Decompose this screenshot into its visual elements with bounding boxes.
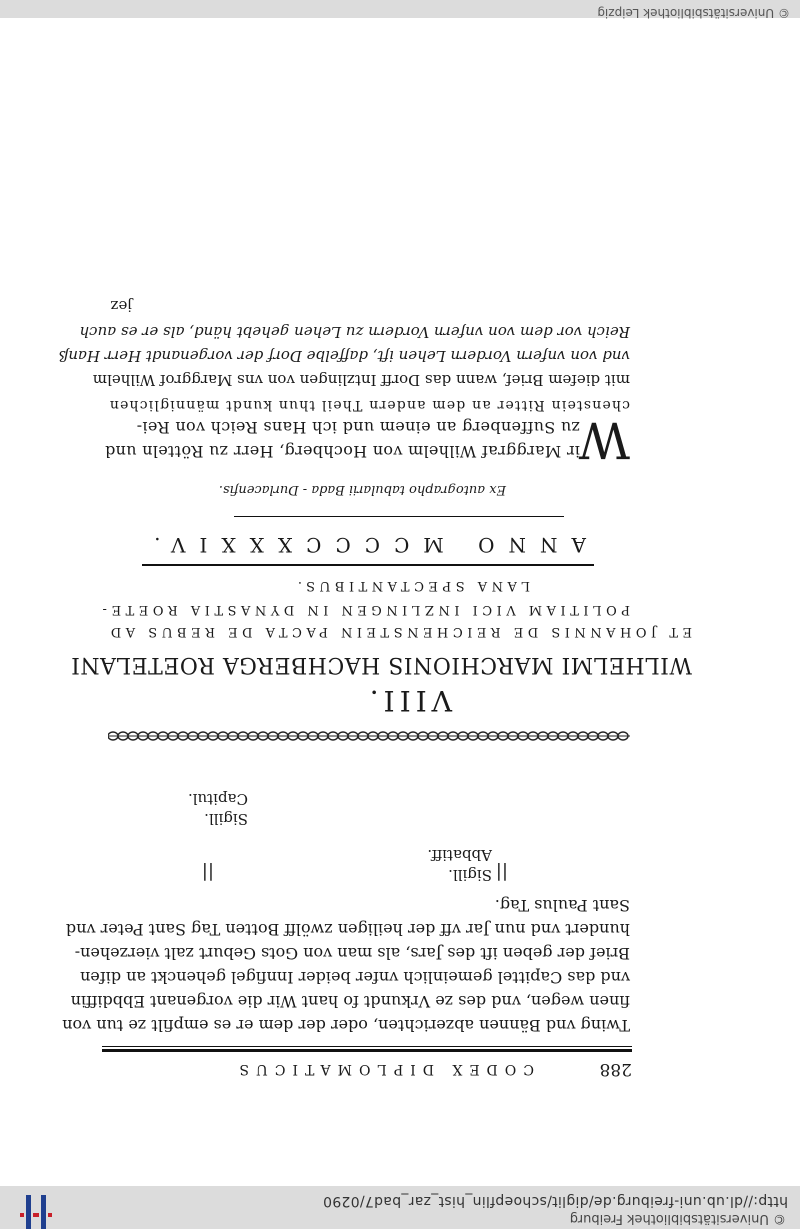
document-number: VIII. xyxy=(364,684,452,717)
heading-line-2: ET JOHANNIS DE REICHENSTEIN PACTA DE REBUS AD xyxy=(106,624,692,639)
heading-line-4: LANA SPECTANTIBUS. xyxy=(293,578,530,593)
body-line-2: zu Suffenberg an einem und ich Hans Reich von Rei- xyxy=(136,418,580,437)
page-url[interactable]: http://dl.ub.uni-freiburg.de/diglit/schoepflin_hist_zar_bad7/0290 xyxy=(322,1193,788,1209)
seal-label-abbess: Sigill. Abbatiff. xyxy=(427,846,492,884)
seal-label-chapter: Sigill. Capitul. xyxy=(187,790,248,828)
source-note: Ex autographo tabularii Bada - Durlacenfis. xyxy=(218,482,506,497)
footer-credit: © Universitätsbibliothek Leipzig xyxy=(597,6,790,20)
body-line-3: chenstein Ritter an dem andern Theil thun kundt männiglichen xyxy=(108,397,630,413)
header-rule-thin xyxy=(102,1046,632,1047)
body-line-6: Reich vor dem von vnfern Vordern zu Lehen gehebt händ, als er es auch xyxy=(79,323,630,341)
heading-line-3: POLITIAM VICI INZLINGEN IN DYNASTIA ROETE- xyxy=(98,602,630,617)
body-line-1: ir Marggraf Wilhelm von Hochberg, Herr zu Rötteln und xyxy=(104,442,580,461)
catchword: jez xyxy=(110,297,132,315)
page-number: 288 xyxy=(599,1059,632,1079)
running-head: CODEX DIPLOMATICUS xyxy=(232,1061,534,1077)
year-rule-bottom xyxy=(234,516,564,517)
rotated-page-view: © Universitätsbibliothek Freiburg http://dl.ub.uni-freiburg.de/diglit/schoepflin_hist_zar_bad7/0290 288 CODEX DIPLOMATICUS Twing vnd Bännen abzerichten, oder der dem er es empfilt ze tun von finen wegen, vnd des ze Vrkundt fo hant Wir die vorgenant Ebbdiffin vnd das Capittel gemeinlich vnfer beider Innfigel gehenckt an difen Brief der geben ift des Jars, als man von Gots Geburt zalt vierzehen- hundert vnd nun Jar vff der heiligen zwölff Botten Tag Sant Peter vnd Sant Paulus Tag. || Sigill. Abbatiff. || Sigill. Capitul. VIII. WILHELMI MARCHIONIS HACHBERGA ROETELANI ET JOHANNIS DE REICHENSTEIN PACTA DE REBUS AD POLITIAM VICI INZLINGEN IN DYNASTIA ROETE- LANA SPECTANTIBUS. ANNO MCCCCXXXIV. Ex autographo tabularii Bada - Durlacenfis. W ir Marggraf Wilhelm von Hochberg, Herr zu Rötteln und zu Suffenberg an einem und ich Hans Reich von Rei- chenstein Ritter an dem andern Theil thun kundt männiglichen mit diefem Brief, wann das Dorff Intzlingen von vns Marggrof Wilhelm vnd von vnfern Vordern Lehen ift, daffelbe Dorf der vorgenandt Herr Hanß Reich vor dem von vnfern Vordern zu Lehen gehebt händ, als er es auch jez © Universitätsbibliothek Leipzig xyxy=(0,0,800,1229)
year-rule-top xyxy=(142,564,594,566)
copyright-text: © Universitätsbibliothek Freiburg xyxy=(569,1211,786,1226)
ub-freiburg-logo-icon xyxy=(16,1195,56,1229)
body-line-5: vnd von vnfern Vordern Lehen ift, daffelbe Dorf der vorgenandt Herr Hanß xyxy=(58,347,630,365)
ornament-band xyxy=(108,728,630,744)
seal-mark-left: || xyxy=(495,862,508,883)
seal-mark-right: || xyxy=(201,862,214,883)
viewer-header-bar xyxy=(0,1186,800,1229)
heading-line-1: WILHELMI MARCHIONIS HACHBERGA ROETELANI xyxy=(70,652,692,677)
viewer-footer-bar xyxy=(0,0,800,18)
body-line-4: mit diefem Brief, wann das Dorff Intzlingen von vns Marggrof Wilhelm xyxy=(92,371,630,389)
header-rule xyxy=(102,1049,632,1052)
initial-letter: W xyxy=(578,411,630,469)
charter-year: ANNO MCCCCXXXIV. xyxy=(140,533,586,557)
